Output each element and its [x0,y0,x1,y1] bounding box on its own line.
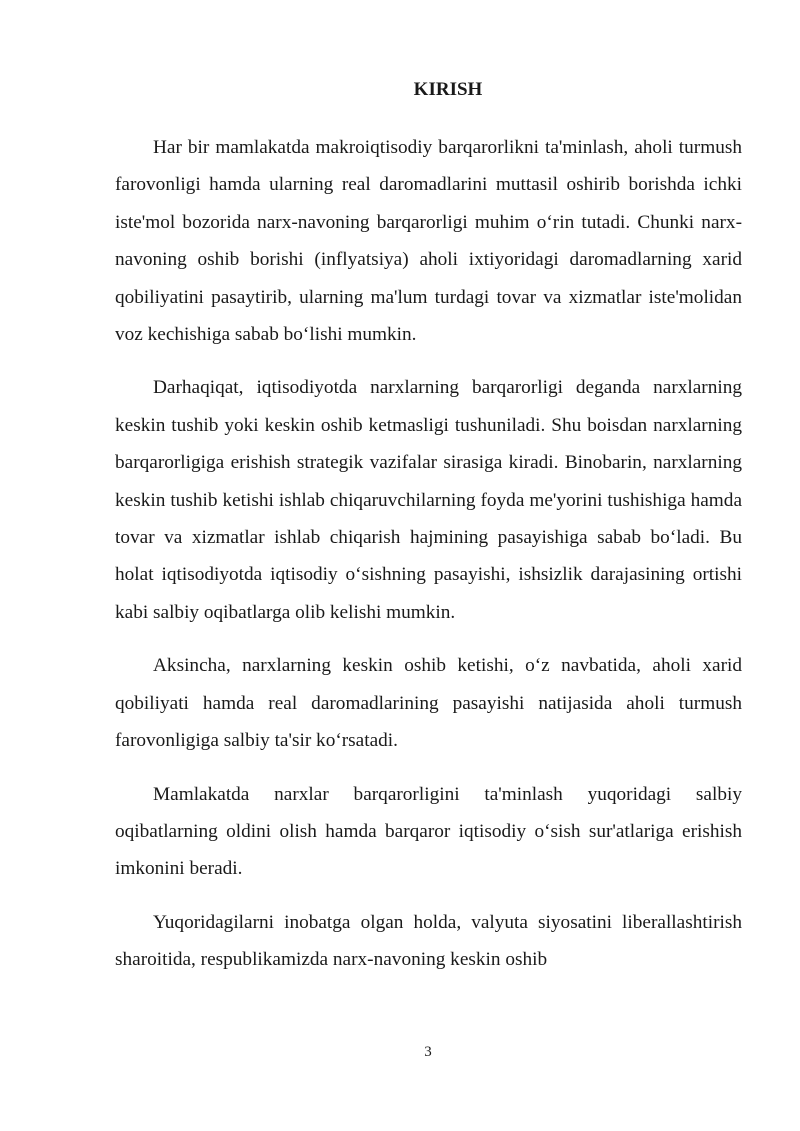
paragraph-1: Har bir mamlakatda makroiqtisodiy barqarorlikni ta'minlash, aholi turmush farovonligi hamda ularning real daromadlarini muttasil oshirib borishda ichki iste'mol bozorida narx-navoning barqarorligi muhim o‘rin tutadi. Chunki narx-navoning oshib borishi (inflyatsiya) aholi ixtiyoridagi daromadlarning xarid qobiliyatini pasaytirib, ularning ma'lum turdagi tovar va xizmatlar iste'molidan voz kechishiga sabab bo‘lishi mumkin. [115,137,742,346]
body-text [115,129,742,995]
paragraph-4: Mamlakatda narxlar barqarorligini ta'minlash yuqoridagi salbiy oqibatlarning oldini olish hamda barqaror iqtisodiy o‘sish sur'atlariga erishish imkonini beradi. [115,783,742,880]
paragraph-3: Aksincha, narxlarning keskin oshib ketishi, o‘z navbatida, aholi xarid qobiliyati hamda real daromadlarining pasayishi natijasida aholi turmush farovonligiga salbiy ta'sir ko‘rsatadi. [115,655,742,752]
paragraph-2: Darhaqiqat, iqtisodiyotda narxlarning barqarorligi deganda narxlarning keskin tushib yoki keskin oshib ketmasligi tushuniladi. Shu boisdan narxlarning barqarorligiga erishish strategik vazifalar sirasiga kiradi. Binobarin, narxlarning keskin tushib ketishi ishlab chiqaruvchilarning foyda me'yorini tushishiga hamda tovar va xizmatlar ishlab chiqarish hajmining pasayishiga sabab bo‘ladi. Bu holat iqtisodiyotda iqtisodiy o‘sishning pasayishi, ishsizlik darajasining ortishi kabi salbiy oqibatlarga olib kelishi mumkin. [115,377,742,623]
paragraph-5: Yuqoridagilarni inobatga olgan holda, valyuta siyosatini liberallashtirish sharoitida, respublikamizda narx-navoning keskin oshib [115,911,742,971]
section-title: KIRISH [413,79,483,100]
page-number: 3 [424,1044,432,1060]
